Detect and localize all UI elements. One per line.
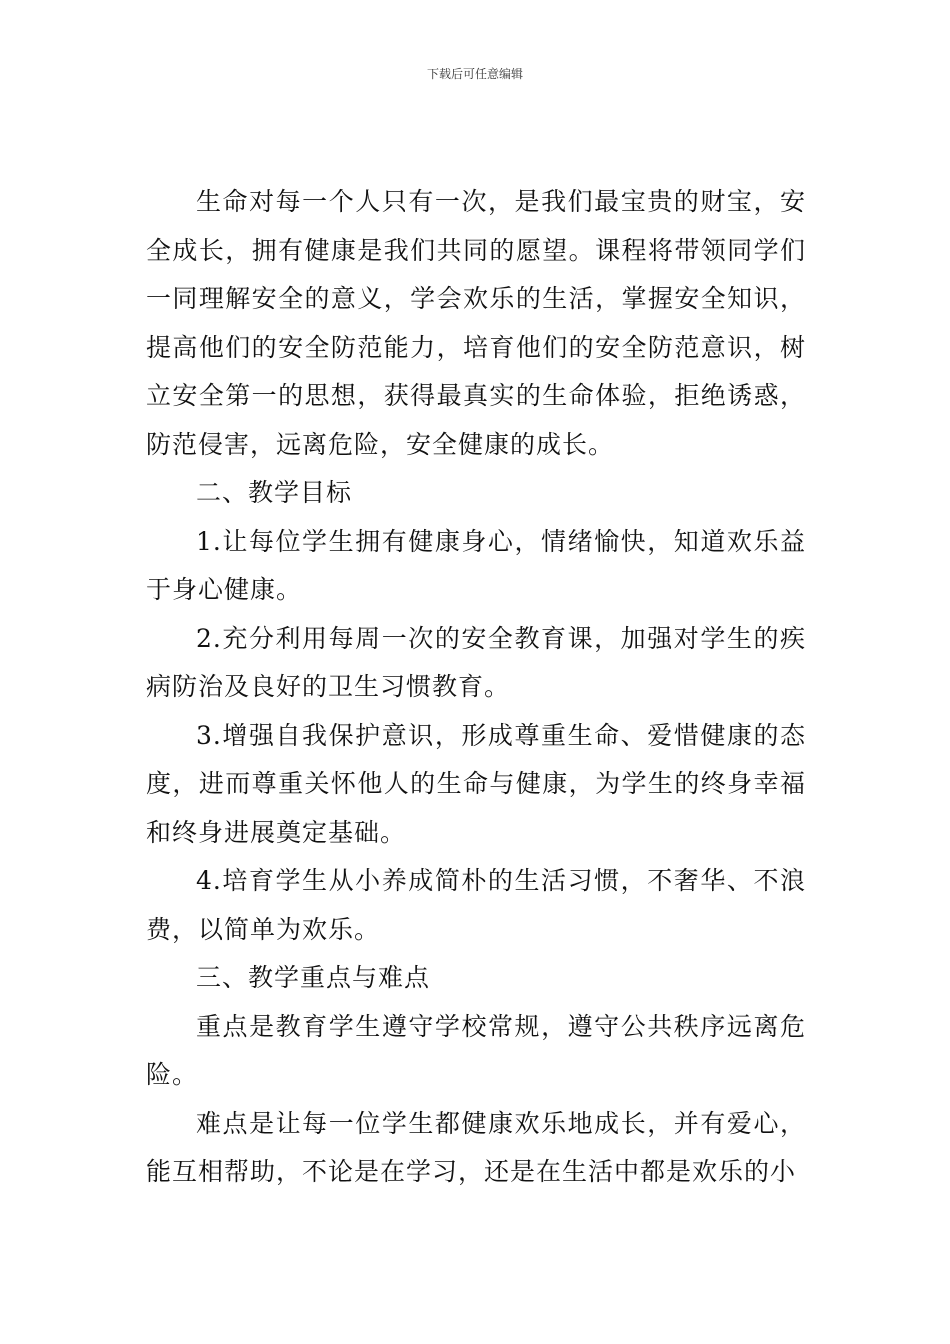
objective-item-2: 2.充分利用每周一次的安全教育课，加强对学生的疾病防治及良好的卫生习惯教育。 — [146, 623, 806, 701]
section-heading-objectives: 二、教学目标 — [196, 478, 353, 507]
difficulty-paragraph: 难点是让每一位学生都健康欢乐地成长，并有爱心，能互相帮助，不论是在学习，还是在生活中都是欢乐的小 — [146, 1108, 806, 1186]
objective-item-3: 3.增强自我保护意识，形成尊重生命、爱惜健康的态度，进而尊重关怀他人的生命与健康，为学生的终身幸福和终身进展奠定基础。 — [146, 720, 806, 847]
section-heading-key-points: 三、教学重点与难点 — [196, 963, 431, 992]
document-body — [146, 178, 806, 1197]
objective-item-4: 4.培育学生从小养成简朴的生活习惯，不奢华、不浪费，以简单为欢乐。 — [146, 866, 806, 944]
intro-paragraph: 生命对每一个人只有一次，是我们最宝贵的财宝，安全成长，拥有健康是我们共同的愿望。课程将带领同学们一同理解安全的意义，学会欢乐的生活，掌握安全知识，提高他们的安全防范能力，培育他们的安全防范意识，树立安全第一的思想，获得最真实的生命体验，拒绝诱惑，防范侵害，远离危险，安全健康的成长。 — [146, 187, 806, 459]
page-header-note: 下载后可任意编辑 — [426, 67, 523, 81]
key-point-paragraph: 重点是教育学生遵守学校常规，遵守公共秩序远离危险。 — [146, 1011, 806, 1089]
objective-item-1: 1.让每位学生拥有健康身心，情绪愉快，知道欢乐益于身心健康。 — [146, 526, 806, 604]
